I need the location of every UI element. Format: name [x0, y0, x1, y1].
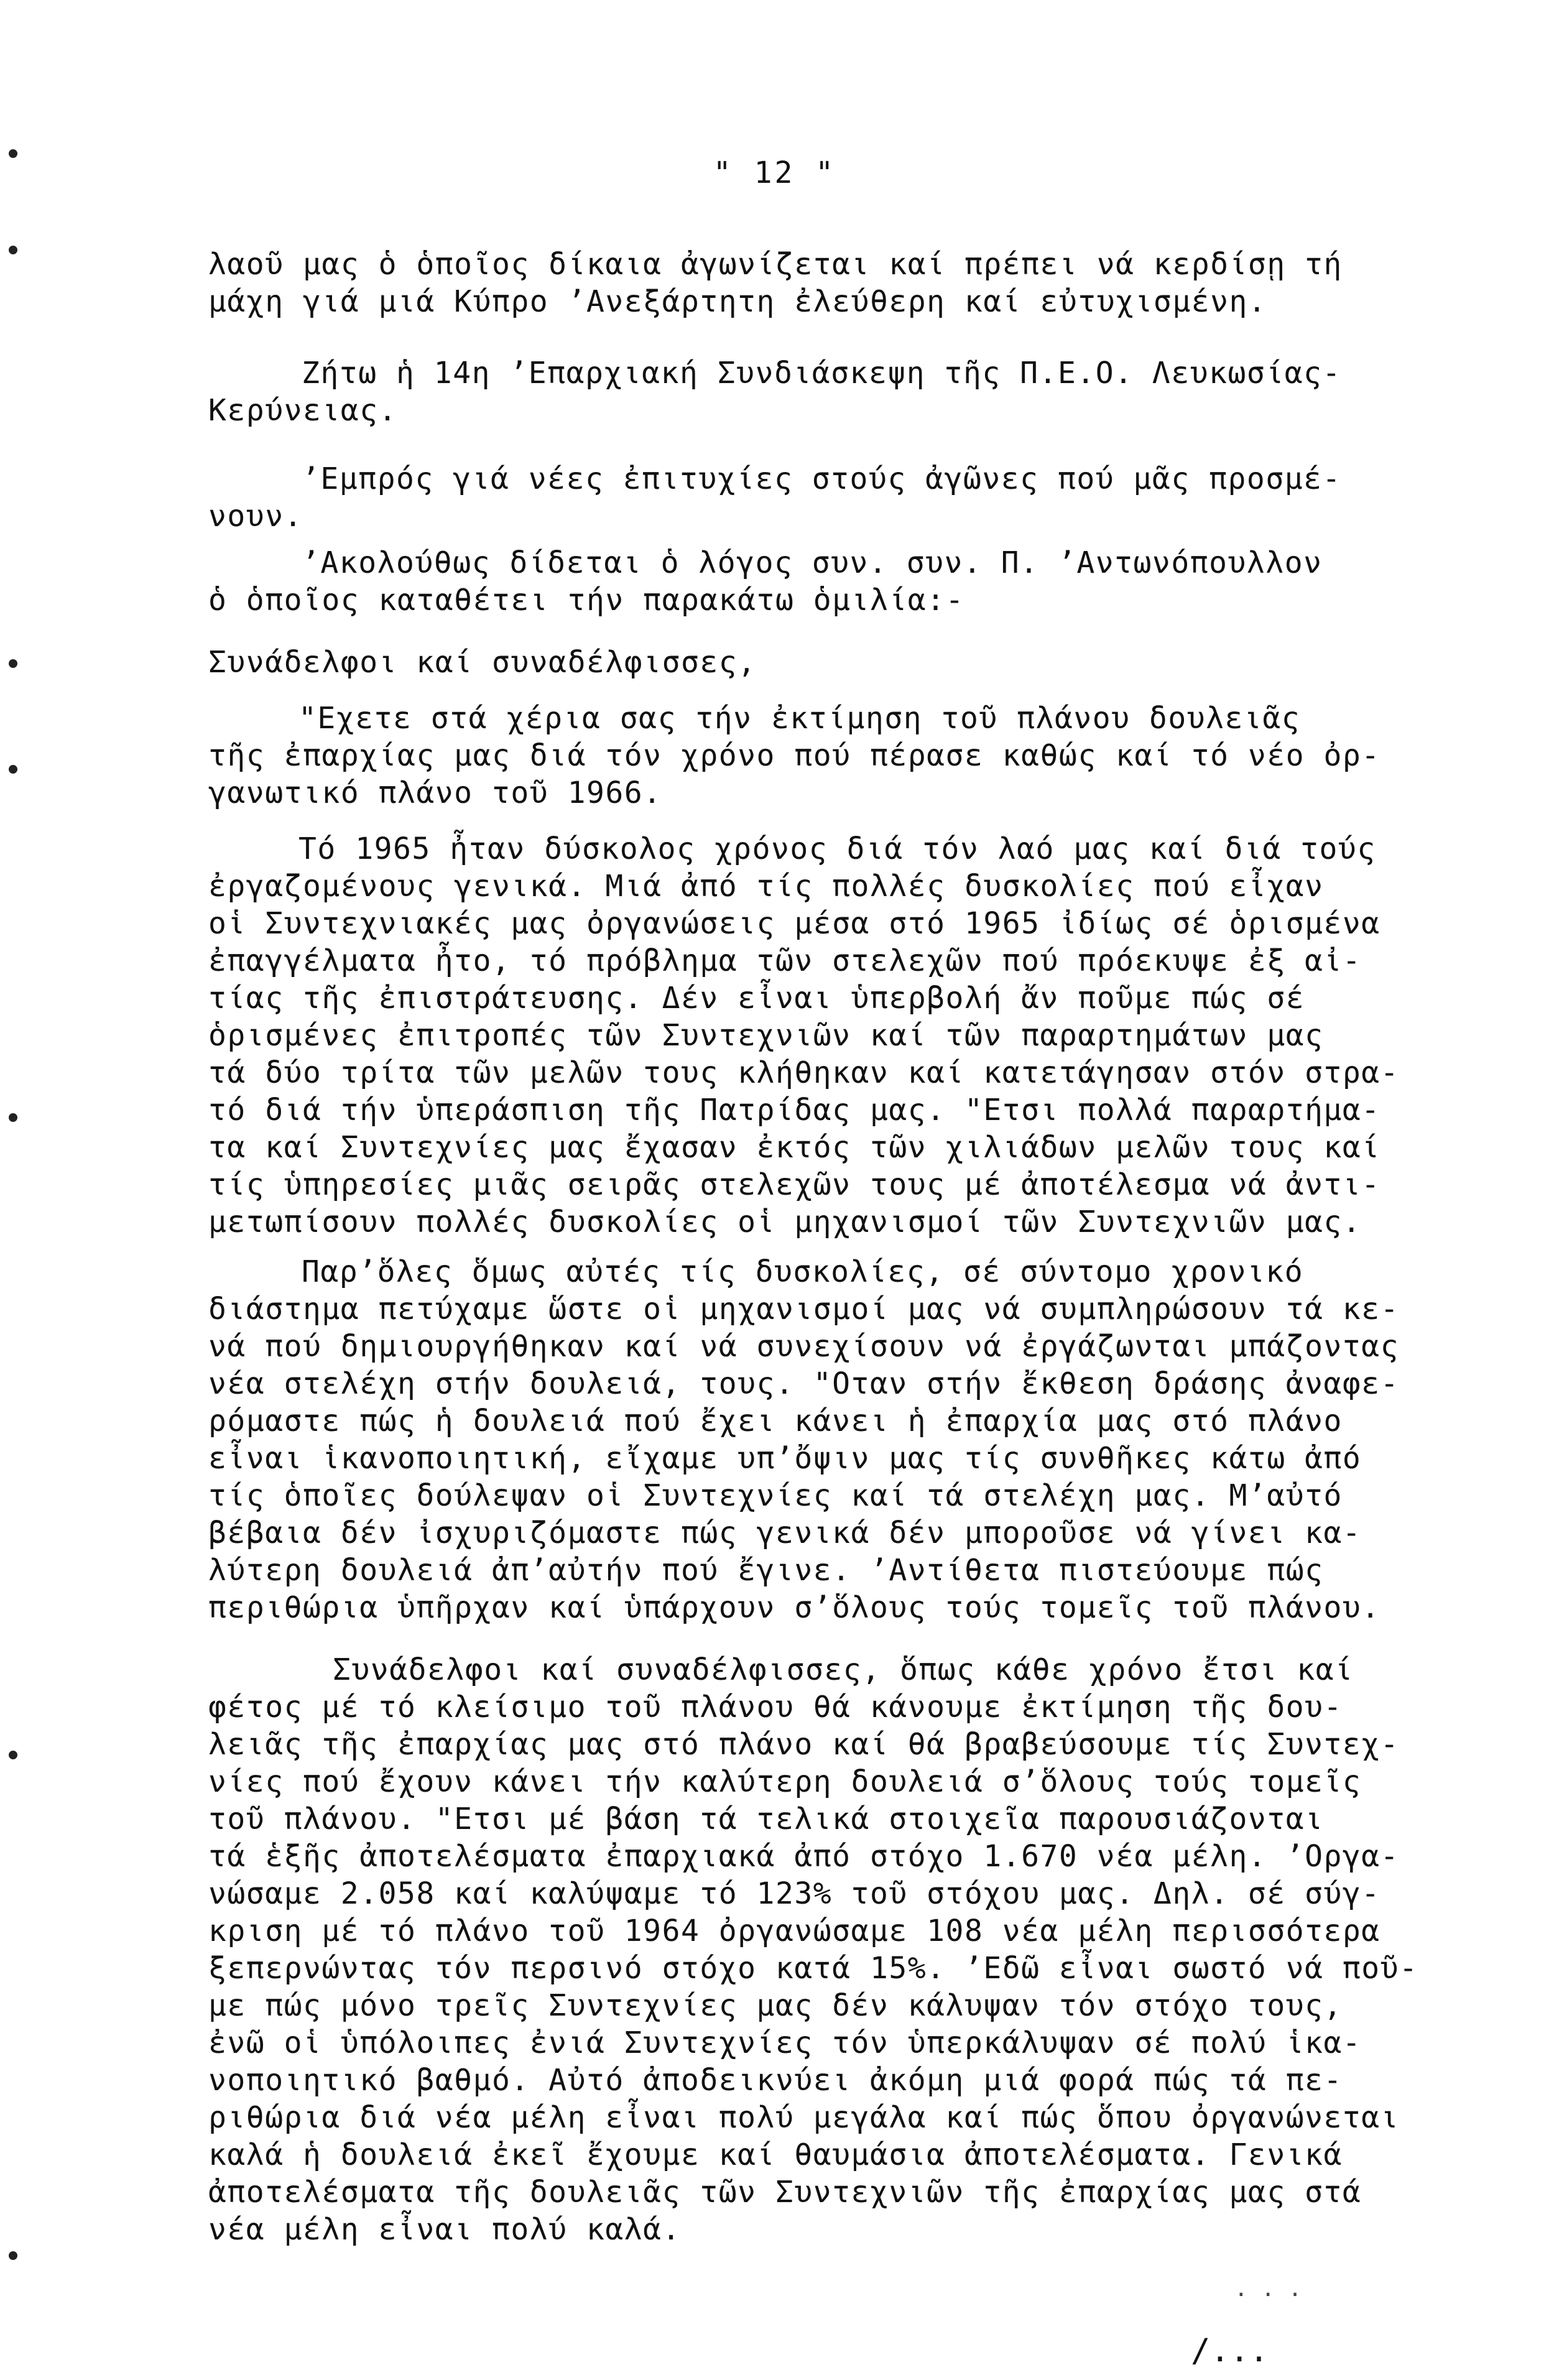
text-line: νά πού δημιουργήθηκαν καί νά συνεχίσουν νά ἐργάζωνται μπάζοντας — [208, 1329, 1400, 1364]
text-line: ὁρισμένες ἐπιτροπές τῶν Συντεχνιῶν καί τῶν παραρτημάτων μας — [208, 1018, 1324, 1053]
text-line: Τό 1965 ἦταν δύσκολος χρόνος διά τόν λαό μας καί διά τούς — [298, 831, 1376, 866]
margin-dot — [9, 1113, 17, 1122]
margin-dot — [9, 149, 17, 158]
text-line: νέα μέλη εἶναι πολύ καλά. — [208, 2212, 681, 2247]
margin-dot — [9, 765, 17, 774]
dots-mark: · · · — [1234, 2282, 1302, 2308]
text-line: Ζήτω ἡ 14η ’Επαρχιακή Συνδιάσκεψη τῆς Π.Ε.Ο. Λευκωσίας- — [302, 356, 1341, 391]
margin-dot — [9, 659, 17, 668]
text-line: τά ἑξῆς ἀποτελέσματα ἐπαρχιακά ἀπό στόχο 1.670 νέα μέλη. ’Οργα- — [208, 1839, 1400, 1874]
text-line: Κερύνειας. — [208, 393, 397, 428]
text-line: με πώς μόνο τρεῖς Συντεχνίες μας δέν κάλυψαν τόν στόχο τους, — [208, 1988, 1343, 2023]
text-line: μετωπίσουν πολλές δυσκολίες οἱ μηχανισμοί τῶν Συντεχνιῶν μας. — [208, 1205, 1362, 1239]
text-line: ’Ακολούθως δίδεται ὁ λόγος συν. συν. Π. ’Αντωνόπουλλον — [302, 545, 1323, 580]
text-line: τοῦ πλάνου. "Ετσι μέ βάση τά τελικά στοιχεῖα παρουσιάζονται — [208, 1802, 1324, 1836]
text-line: ξεπερνώντας τόν περσινό στόχο κατά 15%. ’Εδῶ εἶναι σωστό νά ποῦ- — [208, 1951, 1418, 1986]
text-line: τίς ὑπηρεσίες μιᾶς σειρᾶς στελεχῶν τους μέ ἀποτέλεσμα νά ἀντι- — [208, 1167, 1380, 1202]
text-line: ριθώρια διά νέα μέλη εἶναι πολύ μεγάλα καί πώς ὅπου ὀργανώνεται — [208, 2100, 1400, 2135]
text-line: τῆς ἐπαρχίας μας διά τόν χρόνο πού πέρασε καθώς καί τό νέο ὀρ- — [208, 738, 1380, 773]
text-line: οἱ Συντεχνιακές μας ὀργανώσεις μέσα στό 1965 ἰδίως σέ ὁρισμένα — [208, 906, 1380, 941]
text-line: εἶναι ἱκανοποιητική, εἴχαμε υπ’ὄψιν μας τίς συνθῆκες κάτω ἀπό — [208, 1441, 1362, 1476]
text-line: λαοῦ μας ὁ ὁποῖος δίκαια ἀγωνίζεται καί πρέπει νά κερδίσῃ τή — [208, 247, 1343, 282]
text-line: ἐργαζομένους γενικά. Μιά ἀπό τίς πολλές δυσκολίες πού εἶχαν — [208, 869, 1324, 904]
continuation-mark: /... — [1191, 2332, 1269, 2369]
text-line: ἐπαγγέλματα ἦτο, τό πρόβλημα τῶν στελεχῶν πού πρόεκυψε ἐξ αἰ- — [208, 943, 1362, 978]
margin-dot — [9, 246, 17, 254]
margin-dot — [9, 2251, 17, 2260]
text-line: νοποιητικό βαθμό. Αὐτό ἀποδεικνύει ἀκόμη μιά φορά πώς τά πε- — [208, 2063, 1343, 2098]
text-line: διάστημα πετύχαμε ὥστε οἱ μηχανισμοί μας νά συμπληρώσουν τά κε- — [208, 1292, 1400, 1327]
text-line: τά δύο τρίτα τῶν μελῶν τους κλήθηκαν καί κατετάγησαν στόν στρα- — [208, 1055, 1400, 1090]
text-line: λύτερη δουλειά ἀπ’αὐτήν πού ἔγινε. ’Αντίθετα πιστεύουμε πώς — [208, 1553, 1324, 1588]
page-number: " 12 " — [713, 155, 836, 190]
text-line: νέα στελέχη στήν δουλειά, τους. "Οταν στήν ἔκθεση δράσης ἀναφε- — [208, 1366, 1400, 1401]
text-line: καλά ἡ δουλειά ἐκεῖ ἔχουμε καί θαυμάσια ἀποτελέσματα. Γενικά — [208, 2137, 1343, 2172]
text-line: νώσαμε 2.058 καί καλύψαμε τό 123% τοῦ στόχου μας. Δηλ. σέ σύγ- — [208, 1876, 1380, 1911]
text-line: ρόμαστε πώς ἡ δουλειά πού ἔχει κάνει ἡ ἐπαρχία μας στό πλάνο — [208, 1404, 1343, 1438]
text-line: κριση μέ τό πλάνο τοῦ 1964 ὀργανώσαμε 108 νέα μέλη περισσότερα — [208, 1914, 1380, 1948]
text-line: περιθώρια ὑπῆρχαν καί ὑπάρχουν σ’ὅλους τούς τομεῖς τοῦ πλάνου. — [208, 1590, 1380, 1625]
text-line: γανωτικό πλάνο τοῦ 1966. — [208, 776, 662, 810]
text-line: τα καί Συντεχνίες μας ἔχασαν ἐκτός τῶν χιλιάδων μελῶν τους καί — [208, 1130, 1380, 1165]
text-line: τίς ὁποῖες δούλεψαν οἱ Συντεχνίες καί τά στελέχη μας. Μ’αὐτό — [208, 1478, 1343, 1513]
text-line: φέτος μέ τό κλείσιμο τοῦ πλάνου θά κάνουμε ἐκτίμηση τῆς δου- — [208, 1690, 1343, 1725]
text-line: Παρ’ὅλες ὅμως αὐτές τίς δυσκολίες, σέ σύντομο χρονικό — [302, 1254, 1304, 1289]
text-line: ’Εμπρός γιά νέες ἐπιτυχίες στούς ἀγῶνες πού μᾶς προσμέ- — [302, 461, 1341, 496]
text-line: Συνάδελφοι καί συναδέλφισσες, ὅπως κάθε χρόνο ἔτσι καί — [333, 1652, 1354, 1687]
text-line: λειᾶς τῆς ἐπαρχίας μας στό πλάνο καί θά βραβεύσουμε τίς Συντεχ- — [208, 1727, 1400, 1762]
text-line: βέβαια δέν ἰσχυριζόμαστε πώς γενικά δέν μποροῦσε νά γίνει κα- — [208, 1516, 1362, 1550]
text-line: μάχη γιά μιά Κύπρο ’Ανεξάρτητη ἐλεύθερη καί εὐτυχισμένη. — [208, 284, 1267, 319]
text-line: νίες πού ἔχουν κάνει τήν καλύτερη δουλειά σ’ὅλους τούς τομεῖς — [208, 1764, 1362, 1799]
text-line: τό διά τήν ὑπεράσπιση τῆς Πατρίδας μας. "Ετσι πολλά παραρτήμα- — [208, 1093, 1380, 1127]
text-line: τίας τῆς ἐπιστράτευσης. Δέν εἶναι ὑπερβολή ἄν ποῦμε πώς σέ — [208, 981, 1305, 1016]
text-line: Συνάδελφοι καί συναδέλφισσες, — [208, 645, 757, 680]
text-line: ἐνῶ οἱ ὑπόλοιπες ἐνιά Συντεχνίες τόν ὑπερκάλυψαν σέ πολύ ἱκα- — [208, 2026, 1362, 2060]
margin-dot — [9, 1751, 17, 1759]
text-line: νουν. — [208, 499, 303, 534]
text-line: "Εχετε στά χέρια σας τήν ἐκτίμηση τοῦ πλάνου δουλειᾶς — [298, 701, 1301, 736]
text-line: ἀποτελέσματα τῆς δουλειᾶς τῶν Συντεχνιῶν τῆς ἐπαρχίας μας στά — [208, 2175, 1362, 2210]
text-line: ὁ ὁποῖος καταθέτει τήν παρακάτω ὁμιλία:- — [208, 583, 964, 618]
